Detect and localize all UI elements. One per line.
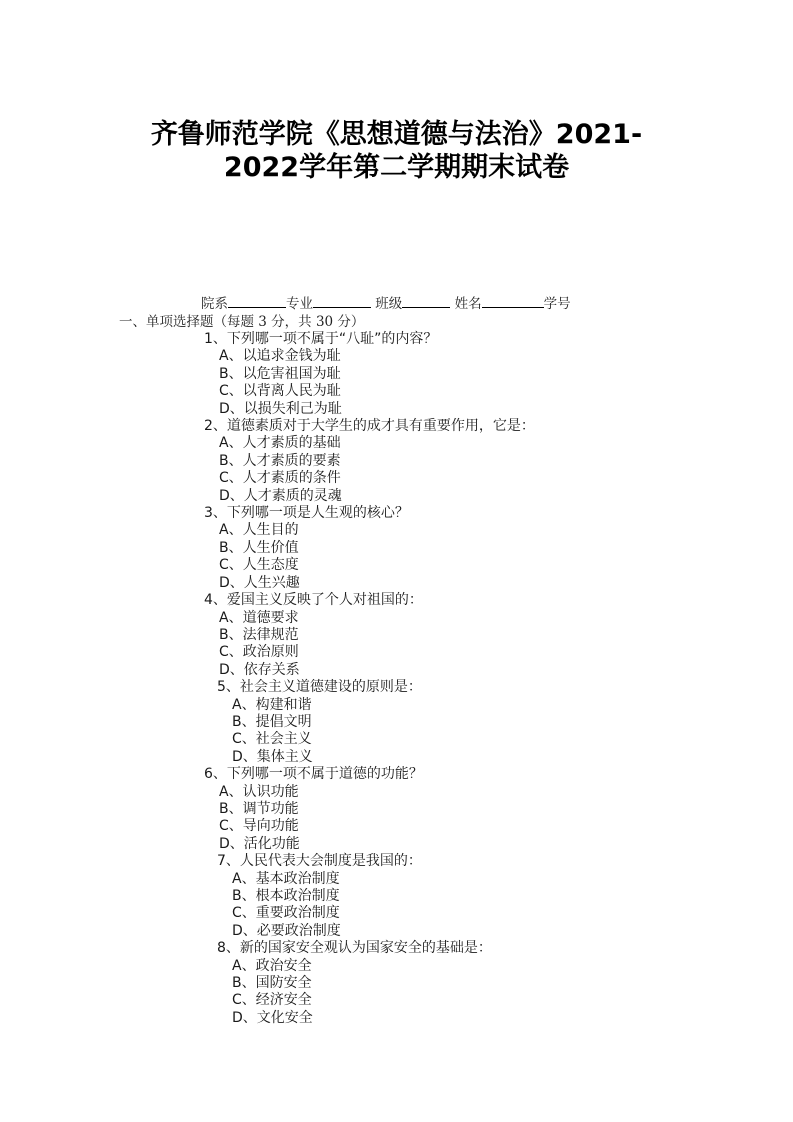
answer-option-a: A、政治安全: [232, 957, 312, 974]
answer-option-b: B、法律规范: [219, 626, 299, 643]
field-label-major: 专业: [286, 296, 313, 312]
answer-option-c: C、社会主义: [232, 731, 312, 748]
question-5: [0, 679, 793, 766]
question-2: [0, 418, 793, 505]
answer-option-a: A、认识功能: [219, 783, 299, 800]
field-label-department: 院系: [201, 296, 228, 312]
student-info-line: [201, 294, 571, 313]
answer-option-c: C、政治原则: [219, 644, 299, 661]
major-blank: [313, 294, 371, 308]
answer-option-d: D、人才素质的灵魂: [219, 487, 342, 504]
question-1: [0, 331, 793, 418]
answer-option-a: A、基本政治制度: [232, 870, 340, 887]
answer-option-d: D、必要政治制度: [232, 922, 341, 939]
question-stem: 7、人民代表大会制度是我国的：: [217, 853, 422, 870]
question-stem: 3、下列哪一项是人生观的核心？: [204, 505, 409, 522]
question-stem: 5、社会主义道德建设的原则是：: [217, 679, 422, 696]
answer-option-d: D、以损失利己为耻: [219, 400, 342, 417]
answer-option-c: C、经济安全: [232, 992, 312, 1009]
question-stem: 2、道德素质对于大学生的成才具有重要作用，它是：: [204, 418, 535, 435]
answer-option-c: C、人生态度: [219, 557, 299, 574]
answer-option-d: D、文化安全: [232, 1009, 313, 1026]
question-stem: 6、下列哪一项不属于道德的功能？: [204, 766, 423, 783]
answer-option-b: B、调节功能: [219, 800, 299, 817]
answer-option-c: C、重要政治制度: [232, 905, 340, 922]
department-blank: [228, 294, 286, 308]
name-blank: [482, 294, 544, 308]
answer-option-d: D、活化功能: [219, 835, 300, 852]
answer-option-a: A、道德要求: [219, 609, 299, 626]
answer-option-c: C、人才素质的条件: [219, 470, 341, 487]
page-title: [0, 118, 793, 184]
question-4: [0, 592, 793, 679]
question-3: [0, 505, 793, 592]
answer-option-a: A、人生目的: [219, 522, 299, 539]
answer-option-b: B、国防安全: [232, 975, 312, 992]
question-list: [0, 331, 793, 1027]
answer-option-b: B、根本政治制度: [232, 888, 340, 904]
answer-option-b: B、以危害祖国为耻: [219, 365, 341, 382]
field-label-student-id: 学号: [543, 296, 571, 312]
question-stem: 1、下列哪一项不属于“八耻”的内容？: [204, 331, 438, 347]
question-8: [0, 940, 793, 1027]
class-blank: [402, 294, 450, 308]
answer-option-c: C、以背离人民为耻: [219, 383, 341, 400]
question-7: [0, 853, 793, 940]
question-6: [0, 766, 793, 853]
answer-option-b: B、人生价值: [219, 539, 299, 556]
answer-option-a: A、人才素质的基础: [219, 435, 341, 452]
answer-option-a: A、构建和谐: [232, 696, 312, 713]
answer-option-c: C、导向功能: [219, 818, 299, 835]
answer-option-d: D、人生兴趣: [219, 574, 300, 591]
field-label-class: 班级: [375, 296, 403, 312]
question-stem: 8、新的国家安全观认为国家安全的基础是：: [217, 940, 492, 957]
answer-option-b: B、人才素质的要素: [219, 452, 341, 469]
title-line-1: 齐鲁师范学院《思想道德与法治》2021-: [150, 119, 643, 150]
answer-option-d: D、依存关系: [219, 661, 300, 678]
answer-option-d: D、集体主义: [232, 748, 313, 765]
title-line-2: 2022学年第二学期期末试卷: [223, 152, 570, 183]
question-stem: 4、爱国主义反映了个人对祖国的：: [204, 592, 423, 609]
field-label-name: 姓名: [454, 296, 482, 312]
section-heading: 一、单项选择题（每题 3 分，共 30 分）: [119, 314, 365, 330]
answer-option-b: B、提倡文明: [232, 713, 312, 730]
answer-option-a: A、以追求金钱为耻: [219, 348, 341, 365]
